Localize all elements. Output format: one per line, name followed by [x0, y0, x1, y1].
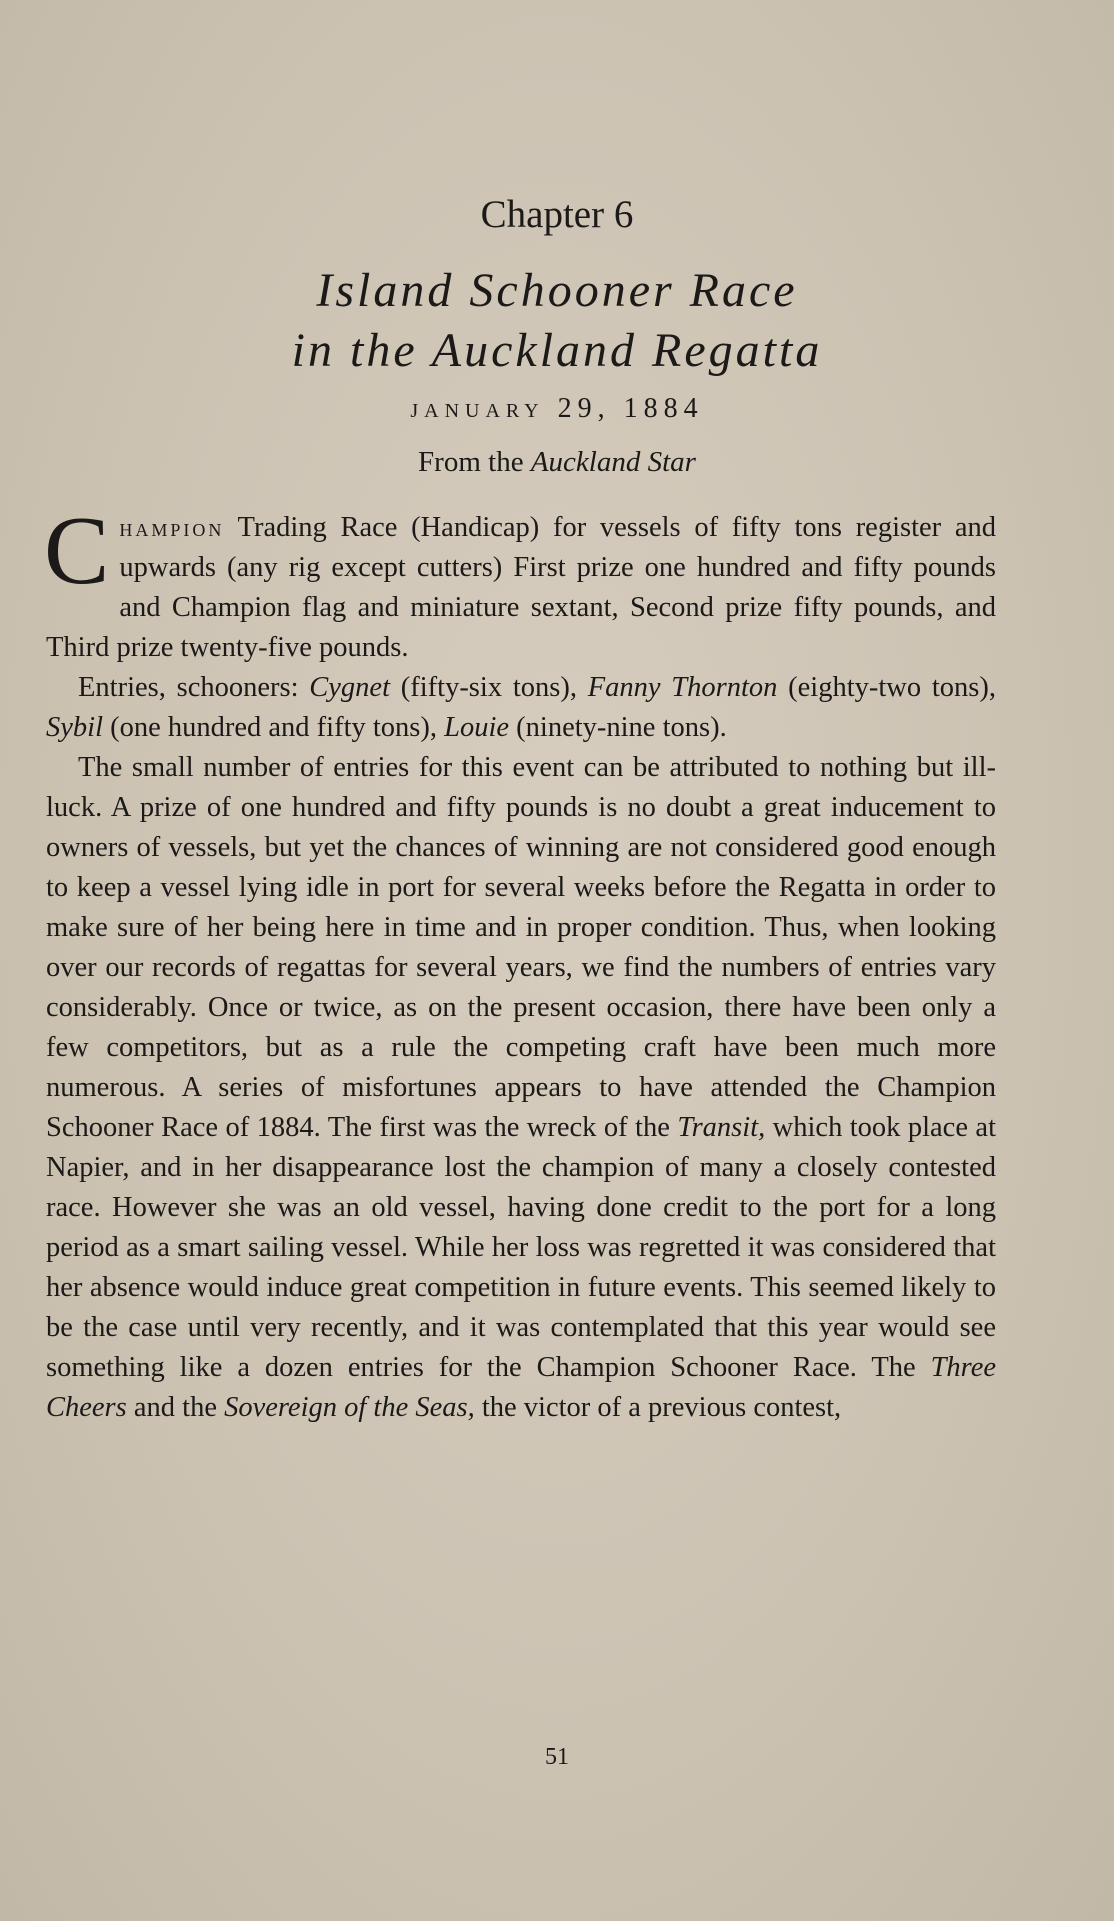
- source-prefix: From the: [418, 446, 531, 478]
- paragraph-3: [46, 748, 996, 1428]
- vessel-name: Transit,: [677, 1112, 766, 1143]
- vessel-name: Three Cheers: [46, 1352, 996, 1423]
- chapter-title-line-1: Island Schooner Race: [316, 264, 798, 317]
- vessel-name: Sybil: [46, 712, 103, 743]
- text-run: The small number of entries for this event can be attributed to nothing but ill-luck. A prize of one hundred and fifty pounds is no doubt a great inducement to owners of vessels, but yet the chances of winning are not considered good enough to keep a vessel lying idle in port for several weeks before the Regatta in order to make sure of her being here in time and in proper condition. Thus, when looking over our records of regattas for several years, we find the numbers of entries vary considerably. Once or twice, as on the present occasion, there have been only a few competitors, but as a rule the competing craft have been much more numerous. A series of misfortunes appears to have attended the Champion Schooner Race of 1884. The first was the wreck of the: [46, 752, 996, 1143]
- paragraph-1: [44, 497, 996, 668]
- text-run: the victor of a previous contest,: [474, 1392, 842, 1423]
- drop-cap: C: [44, 497, 110, 605]
- body-text: [44, 497, 997, 1428]
- source-line: [0, 446, 1114, 479]
- vessel-name: Cygnet: [309, 672, 390, 703]
- chapter-date: january 29, 1884: [410, 393, 704, 424]
- text-run: (eighty-two tons),: [777, 672, 997, 703]
- source-name: Auckland Star: [530, 446, 696, 478]
- text-run: Entries, schooners:: [78, 672, 310, 703]
- chapter-title-line-2: in the Auckland Regatta: [291, 324, 823, 377]
- text-run: and the: [126, 1392, 225, 1423]
- text-run: (fifty-six tons),: [390, 672, 588, 703]
- vessel-name: Sovereign of the Seas,: [224, 1392, 475, 1423]
- opening-smallcaps: hampion: [119, 513, 225, 542]
- text-run: (one hundred and fifty tons),: [103, 712, 445, 743]
- page-number: 51: [545, 1744, 569, 1770]
- paragraph-1-text: Trading Race (Handicap) for vessels of fifty tons register and upwards (any rig except cutters) First prize one hundred and fifty pounds and Champion flag and miniature sextant, Second prize fifty pounds, and Third prize twenty-five pounds.: [46, 512, 996, 663]
- paragraph-2: [46, 668, 996, 748]
- text-run: (ninety-nine tons).: [509, 712, 727, 743]
- vessel-name: Louie: [444, 712, 510, 743]
- vessel-name: Fanny Thornton: [587, 672, 778, 703]
- chapter-label: Chapter 6: [480, 193, 634, 236]
- text-run: which took place at Napier, and in her disappearance lost the champion of many a closely contested race. However she was an old vessel, having done credit to the port for a long period as a smart sailing vessel. While her loss was regretted it was considered that her absence would induce great competition in future events. This seemed likely to be the case until very recently, and it was contemplated that this year would see something like a dozen entries for the Champion Schooner Race. The: [46, 1112, 996, 1383]
